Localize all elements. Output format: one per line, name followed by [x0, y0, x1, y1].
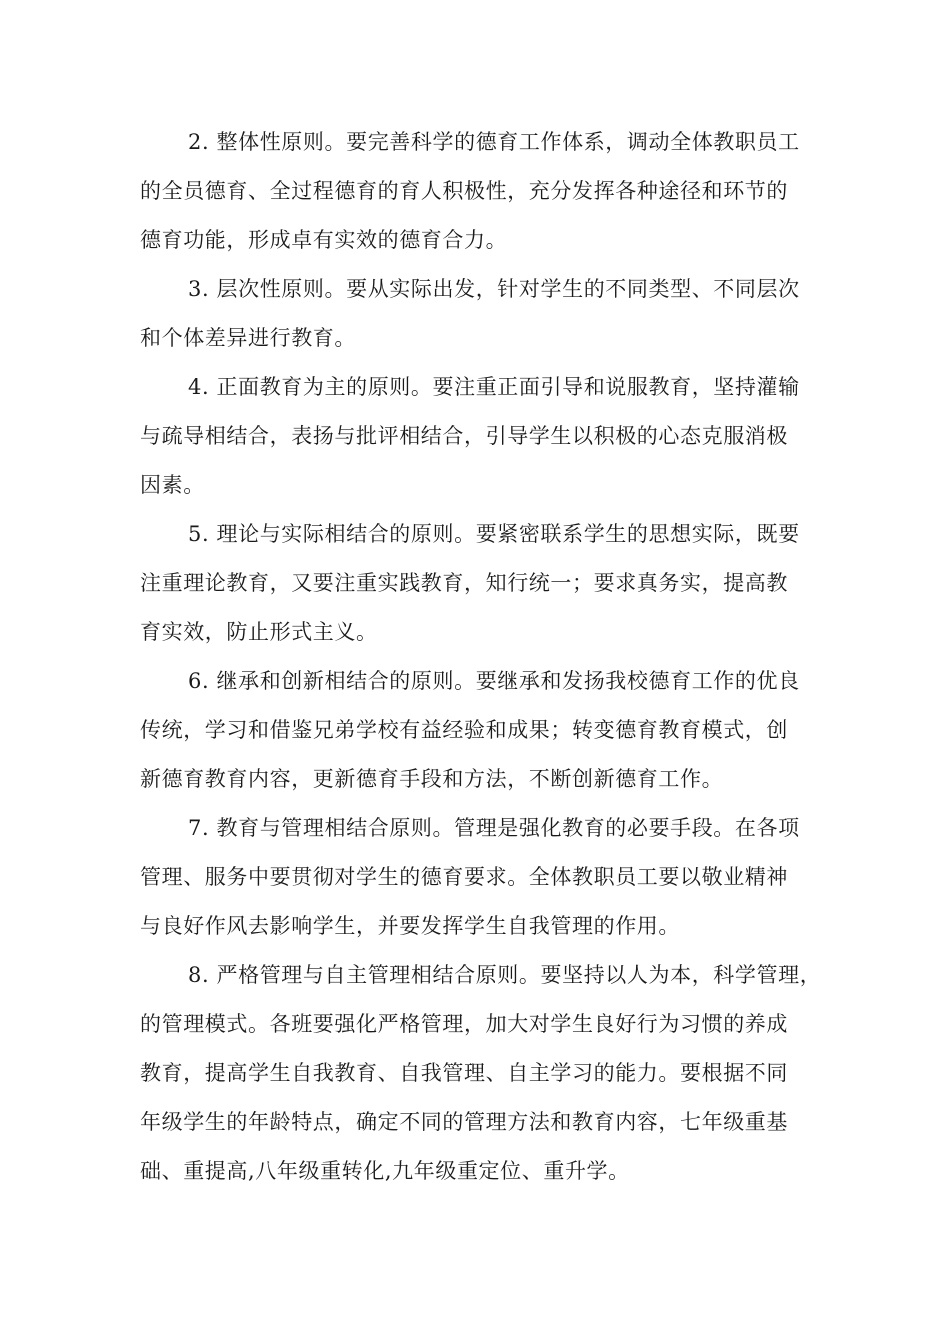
text-line: 因素。	[140, 473, 205, 497]
text-line: 和个体差异进行教育。	[140, 326, 356, 350]
text-line: 传统，学习和借鉴兄弟学校有益经验和成果；转变德育教育模式，创	[140, 718, 788, 742]
text-line: 育实效，防止形式主义。	[140, 620, 378, 644]
text-line: 德育功能，形成卓有实效的德育合力。	[140, 228, 508, 252]
text-line: 8. 严格管理与自主管理相结合原则。要坚持以人为本，科学管理，	[188, 963, 822, 987]
text-line: 7. 教育与管理相结合原则。管理是强化教育的必要手段。在各项	[188, 816, 800, 840]
text-line: 年级学生的年龄特点，确定不同的管理方法和教育内容，七年级重基	[140, 1110, 788, 1134]
paragraph-principle-2	[140, 118, 828, 265]
text-line: 管理、服务中要贯彻对学生的德育要求。全体教职员工要以敬业精神	[140, 865, 788, 889]
paragraph-principle-7	[140, 804, 828, 951]
text-line: 6. 继承和创新相结合的原则。要继承和发扬我校德育工作的优良	[188, 669, 800, 693]
text-line: 的管理模式。各班要强化严格管理，加大对学生良好行为习惯的养成	[140, 1012, 788, 1036]
text-line: 新德育教育内容，更新德育手段和方法，不断创新德育工作。	[140, 767, 724, 791]
text-line: 3. 层次性原则。要从实际出发，针对学生的不同类型、不同层次	[188, 277, 800, 301]
document-body	[140, 118, 828, 1196]
text-line: 的全员德育、全过程德育的育人积极性，充分发挥各种途径和环节的	[140, 179, 788, 203]
text-line: 4. 正面教育为主的原则。要注重正面引导和说服教育，坚持灌输	[188, 375, 800, 399]
text-line: 教育，提高学生自我教育、自我管理、自主学习的能力。要根据不同	[140, 1061, 788, 1085]
paragraph-principle-8	[140, 951, 828, 1196]
paragraph-principle-4	[140, 363, 828, 510]
paragraph-principle-6	[140, 657, 828, 804]
text-line: 与疏导相结合，表扬与批评相结合，引导学生以积极的心态克服消极	[140, 424, 788, 448]
text-line: 与良好作风去影响学生，并要发挥学生自我管理的作用。	[140, 914, 680, 938]
text-line: 础、重提高,八年级重转化,九年级重定位、重升学。	[140, 1159, 630, 1183]
text-line: 注重理论教育，又要注重实践教育，知行统一；要求真务实，提高教	[140, 571, 788, 595]
paragraph-principle-3	[140, 265, 828, 363]
text-line: 5. 理论与实际相结合的原则。要紧密联系学生的思想实际，既要	[188, 522, 800, 546]
paragraph-principle-5	[140, 510, 828, 657]
text-line: 2. 整体性原则。要完善科学的德育工作体系，调动全体教职员工	[188, 130, 800, 154]
